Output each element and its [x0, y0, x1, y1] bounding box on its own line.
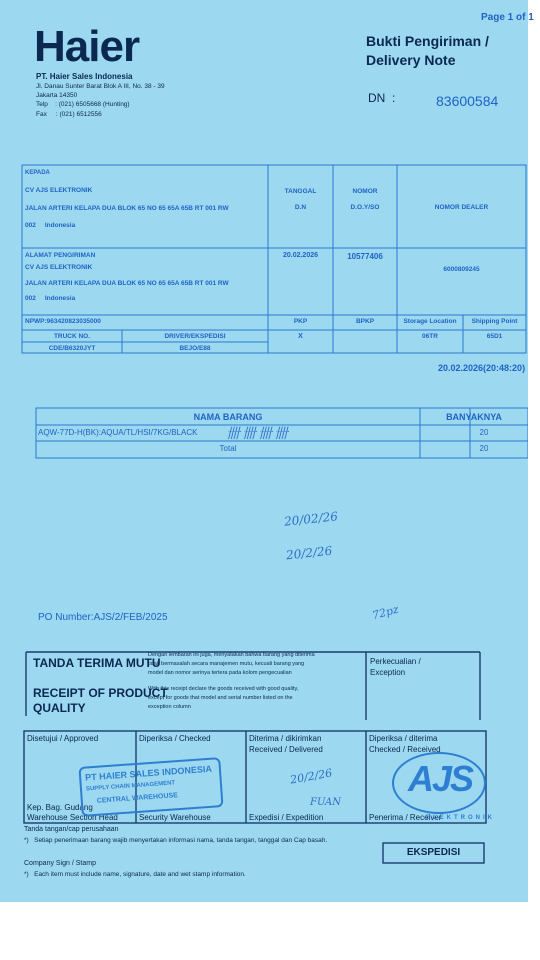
- handwritten-date-1: 20/02/26: [283, 509, 339, 529]
- receipt-text-en-1: With this receipt declare the goods received with good quality,: [148, 686, 299, 692]
- alamat-address-1: JALAN ARTERI KELAPA DUA BLOK 65 NO 65 65A 65B RT 001 RW: [25, 280, 229, 287]
- handwritten-note: 72pz: [370, 602, 401, 623]
- receipt-title-en-1: RECEIPT OF PRODUCT: [33, 686, 168, 700]
- item-row-qty: 20: [479, 428, 489, 437]
- truck-no-value: CDE/B6320JYT: [48, 345, 96, 352]
- handwritten-tally: 卌卌卌卌: [226, 426, 290, 442]
- exception-label-1: Perkecualian /: [370, 657, 421, 666]
- sig-expedisi-label: Expedisi / Expedition: [249, 813, 324, 822]
- company-name: PT. Haier Sales Indonesia: [36, 72, 133, 81]
- company-address-1: Jl. Danau Sunter Barat Blok A III, No. 38 - 39: [36, 83, 165, 90]
- item-row-name: AQW-77D-H(BK):AQUA/TL/HSI/7KG/BLACK: [38, 428, 198, 437]
- dn-label: DN :: [368, 91, 396, 105]
- col-nama-barang: NAMA BARANG: [193, 412, 263, 422]
- kepada-label: KEPADA: [25, 170, 50, 176]
- col-tanggal-sub: D.N: [294, 204, 307, 211]
- shipping-point-value: 65D1: [486, 333, 503, 340]
- company-fax: Fax : (021) 6512556: [36, 111, 102, 118]
- copy-label: EKSPEDISI: [406, 847, 461, 858]
- storage-location-label: Storage Location: [403, 318, 457, 325]
- sig-kep-bag-2: Warehouse Section Head: [27, 813, 118, 822]
- sig-checked-received-label-2: Checked / Received: [369, 745, 441, 754]
- company-address-2: Jakarta 14350: [36, 92, 78, 99]
- po-number: PO Number:AJS/2/FEB/2025: [38, 612, 168, 623]
- doc-title-line2: Delivery Note: [366, 52, 456, 68]
- storage-location-value: 06TR: [422, 333, 438, 340]
- receipt-text-id-1: Dengan lembaran ini juga, menyatakan bahwa barang yang diterima: [148, 652, 315, 658]
- sig-checked-received-label-1: Diperiksa / diterima: [369, 734, 438, 743]
- driver-value: BEJO/E88: [179, 345, 211, 352]
- ajs-stamp: [392, 752, 486, 814]
- receipt-title-id: TANDA TERIMA MUTU: [33, 656, 161, 670]
- col-banyaknya: BANYAKNYA: [446, 412, 502, 422]
- bpkp-label: BPKP: [355, 318, 375, 325]
- kepada-name: CV AJS ELEKTRONIK: [25, 187, 93, 194]
- page-number: Page 1 of 1: [481, 12, 534, 23]
- kepada-address-2: 002 Indonesia: [25, 222, 76, 229]
- sig-received-label-2: Received / Delivered: [249, 745, 323, 754]
- haier-stamp-line-2: SUPPLY CHAIN MANAGEMENT: [85, 780, 176, 793]
- col-nomor: NOMOR: [352, 188, 378, 195]
- alamat-name: CV AJS ELEKTRONIK: [25, 264, 93, 271]
- haier-stamp-line-3: CENTRAL WAREHOUSE: [96, 792, 179, 805]
- footer-note-1: Tanda tangan/cap perusahaan: [24, 826, 119, 833]
- haier-stamp-line-1: PT HAIER SALES INDONESIA: [84, 763, 213, 783]
- nomor-value: 10577406: [347, 252, 383, 261]
- handwritten-date-2: 20/2/26: [285, 543, 333, 563]
- driver-label: DRIVER/EKSPEDISI: [164, 333, 226, 340]
- dn-number: 83600584: [436, 93, 499, 109]
- ajs-stamp-logo: AJS: [408, 758, 473, 799]
- col-tanggal: TANGGAL: [284, 188, 317, 195]
- print-datetime: 20.02.2026(20:48:20): [438, 363, 526, 373]
- npwp: NPWP:963420823035000: [25, 318, 101, 325]
- receipt-text-id-3: model dan nomor serinya tertera pada kolom pengecualian: [148, 670, 292, 676]
- sig-penerima-label: Penerima / Receiver: [369, 813, 442, 822]
- shipping-point-label: Shipping Point: [471, 318, 518, 325]
- alamat-label: ALAMAT PENGIRIMAN: [25, 252, 96, 259]
- pkp-value: X: [298, 333, 303, 340]
- sig-security-label: Security Warehouse: [139, 813, 211, 822]
- delivered-name: FUAN: [310, 797, 342, 808]
- pkp-label: PKP: [293, 318, 308, 325]
- col-nomor-sub: D.O.Y/SO: [350, 204, 380, 211]
- col-dealer: NOMOR DEALER: [434, 204, 489, 211]
- alamat-address-2: 002 Indonesia: [25, 295, 76, 302]
- receipt-text-en-2: except for goods that model and serial number listed on the: [148, 695, 293, 701]
- sig-kep-bag-1: Kep. Bag. Gudang: [27, 803, 93, 812]
- company-telp: Telp : (021) 6505668 (Hunting): [36, 101, 130, 108]
- receipt-text-en-3: exception column: [148, 704, 191, 710]
- exception-label-2: Exception: [370, 668, 406, 677]
- total-qty: 20: [479, 444, 489, 453]
- footer-note-3: Company Sign / Stamp: [24, 860, 96, 867]
- doc-title-line1: Bukti Pengiriman /: [366, 33, 489, 49]
- sig-received-label-1: Diterima / dikirimkan: [249, 734, 322, 743]
- receipt-title-en-2: QUALITY: [33, 701, 86, 715]
- haier-warehouse-stamp: [78, 757, 223, 817]
- sig-checked-label: Diperiksa / Checked: [139, 734, 211, 743]
- receipt-text-id-2: tidak bermasalah secara manajemen mutu, kecuali barang yang: [148, 661, 305, 667]
- total-label: Total: [219, 444, 237, 453]
- ajs-stamp-subtitle: ELEKTRONIK: [426, 815, 495, 821]
- delivered-signature: 20/2/26: [289, 766, 334, 787]
- haier-logo: Haier: [34, 22, 140, 71]
- kepada-address-1: JALAN ARTERI KELAPA DUA BLOK 65 NO 65 65A 65B RT 001 RW: [25, 205, 229, 212]
- footer-note-4: *) Each item must include name, signature, date and wet stamp information.: [24, 871, 246, 878]
- truck-no-label: TRUCK NO.: [53, 333, 91, 340]
- sig-approved-label: Disetujui / Approved: [27, 734, 99, 743]
- tanggal-value: 20.02.2026: [282, 252, 319, 259]
- dealer-value: 6000809245: [443, 266, 480, 273]
- footer-note-2: *) Setiap penerimaan barang wajib menyertakan informasi nama, tanda tangan, tanggal dan Cap basah.: [24, 837, 328, 844]
